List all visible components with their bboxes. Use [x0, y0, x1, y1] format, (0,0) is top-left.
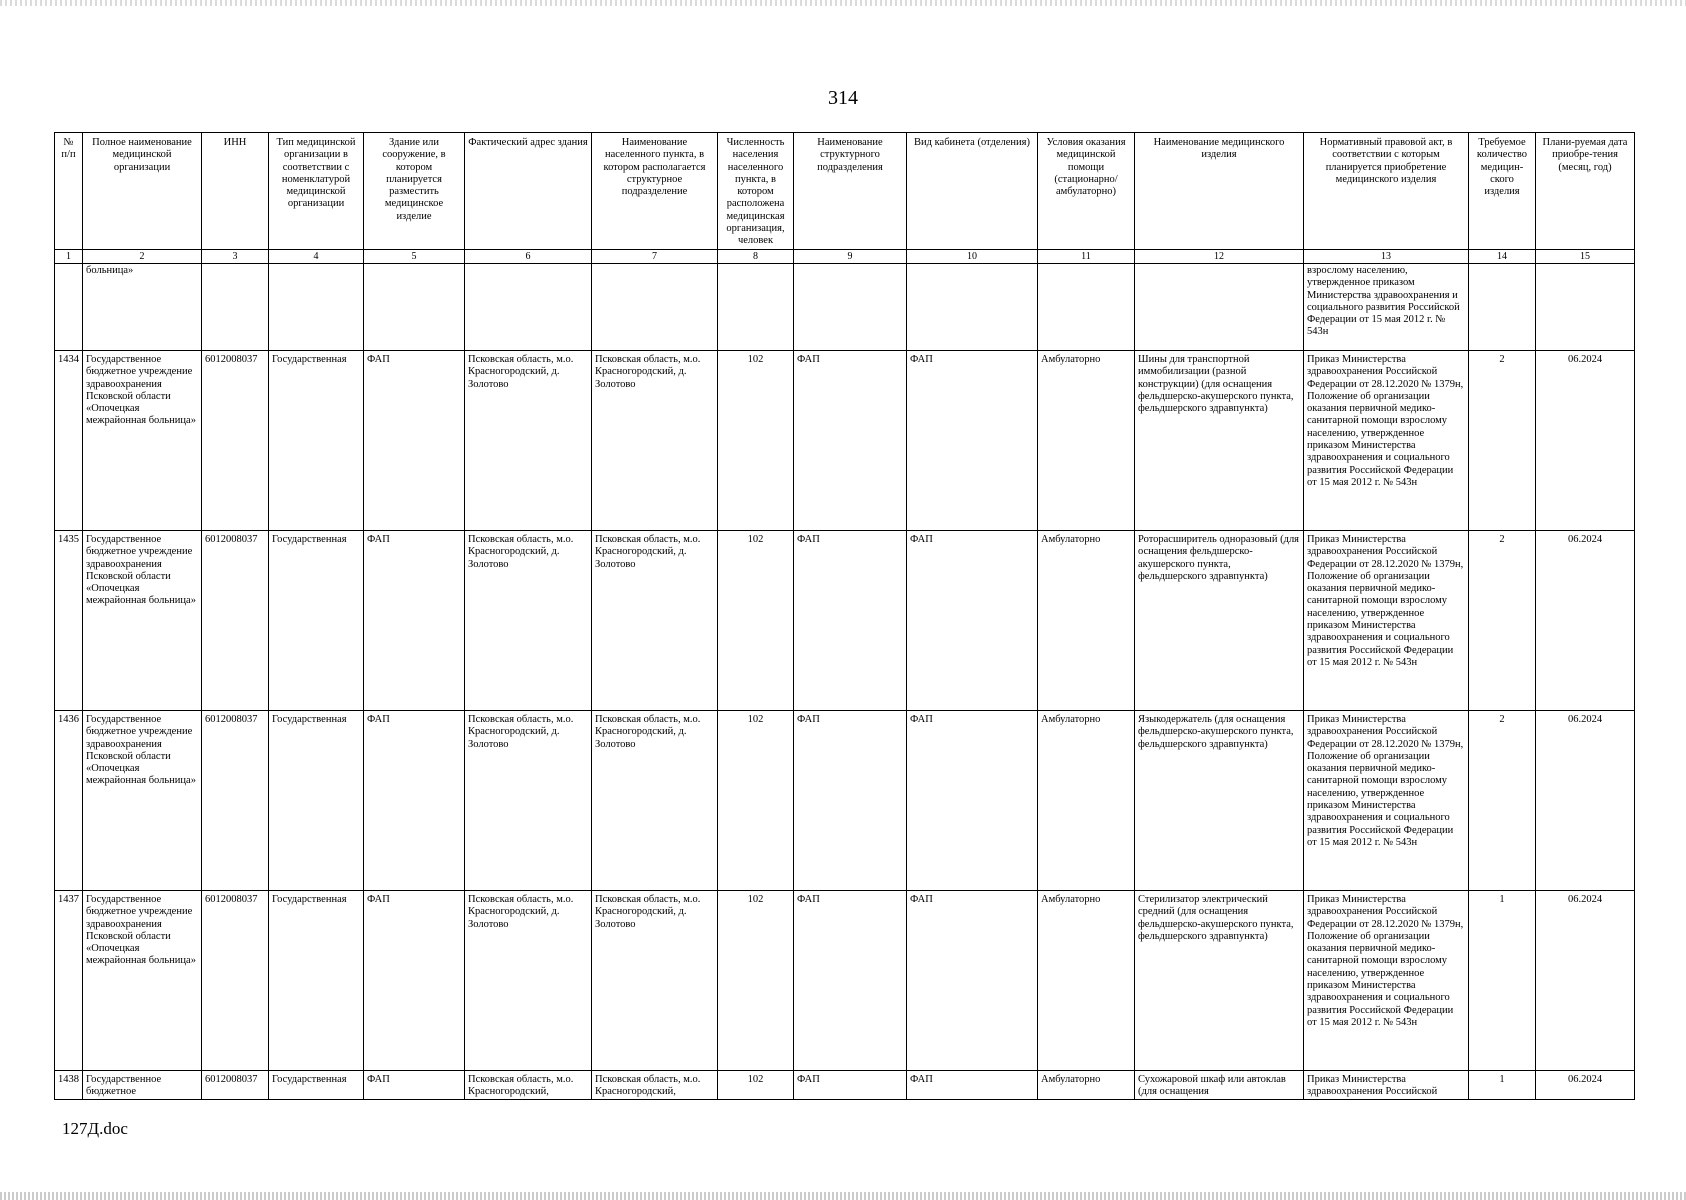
- cell-conditions: Амбулаторно: [1038, 1071, 1135, 1100]
- cell-building: ФАП: [364, 711, 465, 891]
- cell-inn: 6012008037: [202, 1071, 269, 1100]
- cell-type: Государственная: [269, 711, 364, 891]
- cell-num: 1435: [55, 531, 83, 711]
- cell-act: Приказ Министерства здравоохранения Российской Федерации от 28.12.2020 № 1379н, Положение об организации оказания первичной медико-санитарной помощи взрослому населению, утвержденное приказом Министерства здравоохранения и социального развития Российской Федерации от 15 мая 2012 г. № 543н: [1304, 351, 1469, 531]
- column-header: Наименование структурного подразделения: [794, 133, 907, 250]
- scan-edge-top: [0, 0, 1686, 6]
- cell-org: Государственное бюджетное учреждение здравоохранения Псковской области «Опочецкая межрайонная больница»: [83, 531, 202, 711]
- cell-device: [1135, 264, 1304, 351]
- table-row: [55, 891, 1635, 1071]
- cell-org: больница»: [83, 264, 202, 351]
- table-body: [55, 264, 1635, 1100]
- cell-type: [269, 264, 364, 351]
- cell-unit: ФАП: [794, 351, 907, 531]
- cell-unit: ФАП: [794, 711, 907, 891]
- column-number: 4: [269, 250, 364, 264]
- cell-cabinet: ФАП: [907, 711, 1038, 891]
- equipment-table: [54, 132, 1635, 1100]
- cell-num: 1437: [55, 891, 83, 1071]
- column-number: 12: [1135, 250, 1304, 264]
- equipment-table-sheet: [54, 132, 1634, 1100]
- cell-cabinet: ФАП: [907, 351, 1038, 531]
- column-number: 3: [202, 250, 269, 264]
- cell-device: Сухожаровой шкаф или автоклав (для оснащения: [1135, 1071, 1304, 1100]
- column-header: Здание или сооружение, в котором планируется разместить медицинское изделие: [364, 133, 465, 250]
- cell-date: 06.2024: [1536, 531, 1635, 711]
- cell-conditions: Амбулаторно: [1038, 891, 1135, 1071]
- cell-population: 102: [718, 891, 794, 1071]
- cell-address: Псковская область, м.о. Красногородский, д. Золотово: [465, 351, 592, 531]
- column-header: Полное наименование медицинской организации: [83, 133, 202, 250]
- column-number: 7: [592, 250, 718, 264]
- cell-quantity: 1: [1469, 1071, 1536, 1100]
- cell-building: ФАП: [364, 531, 465, 711]
- cell-conditions: Амбулаторно: [1038, 711, 1135, 891]
- cell-unit: ФАП: [794, 531, 907, 711]
- table-row: [55, 531, 1635, 711]
- cell-locality: Псковская область, м.о. Красногородский, д. Золотово: [592, 351, 718, 531]
- cell-cabinet: ФАП: [907, 531, 1038, 711]
- cell-inn: 6012008037: [202, 351, 269, 531]
- cell-act: Приказ Министерства здравоохранения Российской Федерации от 28.12.2020 № 1379н, Положение об организации оказания первичной медико-санитарной помощи взрослому населению, утвержденное приказом Министерства здравоохранения и социального развития Российской Федерации от 15 мая 2012 г. № 543н: [1304, 531, 1469, 711]
- cell-quantity: 1: [1469, 891, 1536, 1071]
- column-header: Требуемое количество медицин-ского изделия: [1469, 133, 1536, 250]
- cell-cabinet: ФАП: [907, 891, 1038, 1071]
- cell-act: Приказ Министерства здравоохранения Российской Федерации от 28.12.2020 № 1379н, Положение об организации оказания первичной медико-санитарной помощи взрослому населению, утвержденное приказом Министерства здравоохранения и социального развития Российской Федерации от 15 мая 2012 г. № 543н: [1304, 711, 1469, 891]
- column-header: Наименование медицинского изделия: [1135, 133, 1304, 250]
- cell-cabinet: [907, 264, 1038, 351]
- column-number: 6: [465, 250, 592, 264]
- cell-building: ФАП: [364, 891, 465, 1071]
- cell-act: Приказ Министерства здравоохранения Российской: [1304, 1071, 1469, 1100]
- cell-locality: Псковская область, м.о. Красногородский, д. Золотово: [592, 711, 718, 891]
- cell-population: 102: [718, 351, 794, 531]
- cell-locality: Псковская область, м.о. Красногородский,: [592, 1071, 718, 1100]
- column-number: 15: [1536, 250, 1635, 264]
- page-number: 314: [828, 87, 858, 109]
- cell-date: 06.2024: [1536, 711, 1635, 891]
- column-header: Численность населения населенного пункта, в котором расположена медицинская организация, человек: [718, 133, 794, 250]
- cell-num: 1436: [55, 711, 83, 891]
- column-header: Фактический адрес здания: [465, 133, 592, 250]
- cell-act: Приказ Министерства здравоохранения Российской Федерации от 28.12.2020 № 1379н, Положение об организации оказания первичной медико-санитарной помощи взрослому населению, утвержденное приказом Министерства здравоохранения и социального развития Российской Федерации от 15 мая 2012 г. № 543н: [1304, 891, 1469, 1071]
- cell-quantity: [1469, 264, 1536, 351]
- cell-population: 102: [718, 711, 794, 891]
- cell-device: Языкодержатель (для оснащения фельдшерско-акушерского пункта, фельдшерского здравпункта): [1135, 711, 1304, 891]
- column-header: ИНН: [202, 133, 269, 250]
- column-header: № п/п: [55, 133, 83, 250]
- scan-edge-bottom: [0, 1192, 1686, 1200]
- cell-locality: Псковская область, м.о. Красногородский, д. Золотово: [592, 891, 718, 1071]
- partial-row: [55, 1071, 1635, 1100]
- footer-filename: 127Д.doc: [62, 1119, 128, 1138]
- cell-quantity: 2: [1469, 531, 1536, 711]
- cell-device: Роторасширитель одноразовый (для оснащения фельдшерско-акушерского пункта, фельдшерского здравпункта): [1135, 531, 1304, 711]
- cell-device: Шины для транспортной иммобилизации (разной конструкции) (для оснащения фельдшерско-акушерского пункта, фельдшерского здравпункта): [1135, 351, 1304, 531]
- cell-unit: [794, 264, 907, 351]
- cell-org: Государственное бюджетное учреждение здравоохранения Псковской области «Опочецкая межрайонная больница»: [83, 351, 202, 531]
- column-header: Вид кабинета (отделения): [907, 133, 1038, 250]
- cell-num: 1434: [55, 351, 83, 531]
- cell-num: 1438: [55, 1071, 83, 1100]
- cell-conditions: Амбулаторно: [1038, 351, 1135, 531]
- column-header: Условия оказания медицинской помощи (стационарно/ амбулаторно): [1038, 133, 1135, 250]
- cell-type: Государственная: [269, 1071, 364, 1100]
- table-row: [55, 711, 1635, 891]
- column-number: 5: [364, 250, 465, 264]
- cell-address: Псковская область, м.о. Красногородский,: [465, 1071, 592, 1100]
- continuation-row: [55, 264, 1635, 351]
- column-number: 13: [1304, 250, 1469, 264]
- cell-unit: ФАП: [794, 1071, 907, 1100]
- cell-building: [364, 264, 465, 351]
- cell-type: Государственная: [269, 351, 364, 531]
- cell-act: взрослому населению, утвержденное приказом Министерства здравоохранения и социального развития Российской Федерации от 15 мая 2012 г. № 543н: [1304, 264, 1469, 351]
- cell-cabinet: ФАП: [907, 1071, 1038, 1100]
- cell-type: Государственная: [269, 891, 364, 1071]
- cell-device: Стерилизатор электрический средний (для оснащения фельдшерско-акушерского пункта, фельдшерского здравпункта): [1135, 891, 1304, 1071]
- column-header: Наименование населенного пункта, в котором располагается структурное подразделение: [592, 133, 718, 250]
- cell-address: [465, 264, 592, 351]
- column-header: Плани-руемая дата приобре-тения (месяц, год): [1536, 133, 1635, 250]
- cell-type: Государственная: [269, 531, 364, 711]
- column-number: 1: [55, 250, 83, 264]
- cell-quantity: 2: [1469, 711, 1536, 891]
- cell-address: Псковская область, м.о. Красногородский, д. Золотово: [465, 891, 592, 1071]
- cell-date: 06.2024: [1536, 351, 1635, 531]
- column-number-row: [55, 250, 1635, 264]
- cell-quantity: 2: [1469, 351, 1536, 531]
- column-number: 8: [718, 250, 794, 264]
- column-number: 14: [1469, 250, 1536, 264]
- cell-conditions: Амбулаторно: [1038, 531, 1135, 711]
- cell-inn: [202, 264, 269, 351]
- cell-inn: 6012008037: [202, 711, 269, 891]
- cell-population: 102: [718, 531, 794, 711]
- cell-building: ФАП: [364, 1071, 465, 1100]
- cell-org: Государственное бюджетное учреждение здравоохранения Псковской области «Опочецкая межрайонная больница»: [83, 891, 202, 1071]
- column-number: 10: [907, 250, 1038, 264]
- column-number: 2: [83, 250, 202, 264]
- cell-org: Государственное бюджетное учреждение здравоохранения Псковской области «Опочецкая межрайонная больница»: [83, 711, 202, 891]
- column-header: Тип медицинской организации в соответствии с номенклатурой медицинской организации: [269, 133, 364, 250]
- table-row: [55, 351, 1635, 531]
- cell-inn: 6012008037: [202, 891, 269, 1071]
- cell-num: [55, 264, 83, 351]
- column-number: 11: [1038, 250, 1135, 264]
- cell-conditions: [1038, 264, 1135, 351]
- cell-building: ФАП: [364, 351, 465, 531]
- cell-address: Псковская область, м.о. Красногородский, д. Золотово: [465, 711, 592, 891]
- column-header: Нормативный правовой акт, в соответствии с которым планируется приобретение медицинского изделия: [1304, 133, 1469, 250]
- cell-date: 06.2024: [1536, 1071, 1635, 1100]
- cell-org: Государственное бюджетное: [83, 1071, 202, 1100]
- cell-locality: Псковская область, м.о. Красногородский, д. Золотово: [592, 531, 718, 711]
- cell-address: Псковская область, м.о. Красногородский, д. Золотово: [465, 531, 592, 711]
- column-number: 9: [794, 250, 907, 264]
- cell-population: [718, 264, 794, 351]
- cell-population: 102: [718, 1071, 794, 1100]
- header-row: [55, 133, 1635, 250]
- cell-date: 06.2024: [1536, 891, 1635, 1071]
- cell-locality: [592, 264, 718, 351]
- cell-inn: 6012008037: [202, 531, 269, 711]
- cell-date: [1536, 264, 1635, 351]
- cell-unit: ФАП: [794, 891, 907, 1071]
